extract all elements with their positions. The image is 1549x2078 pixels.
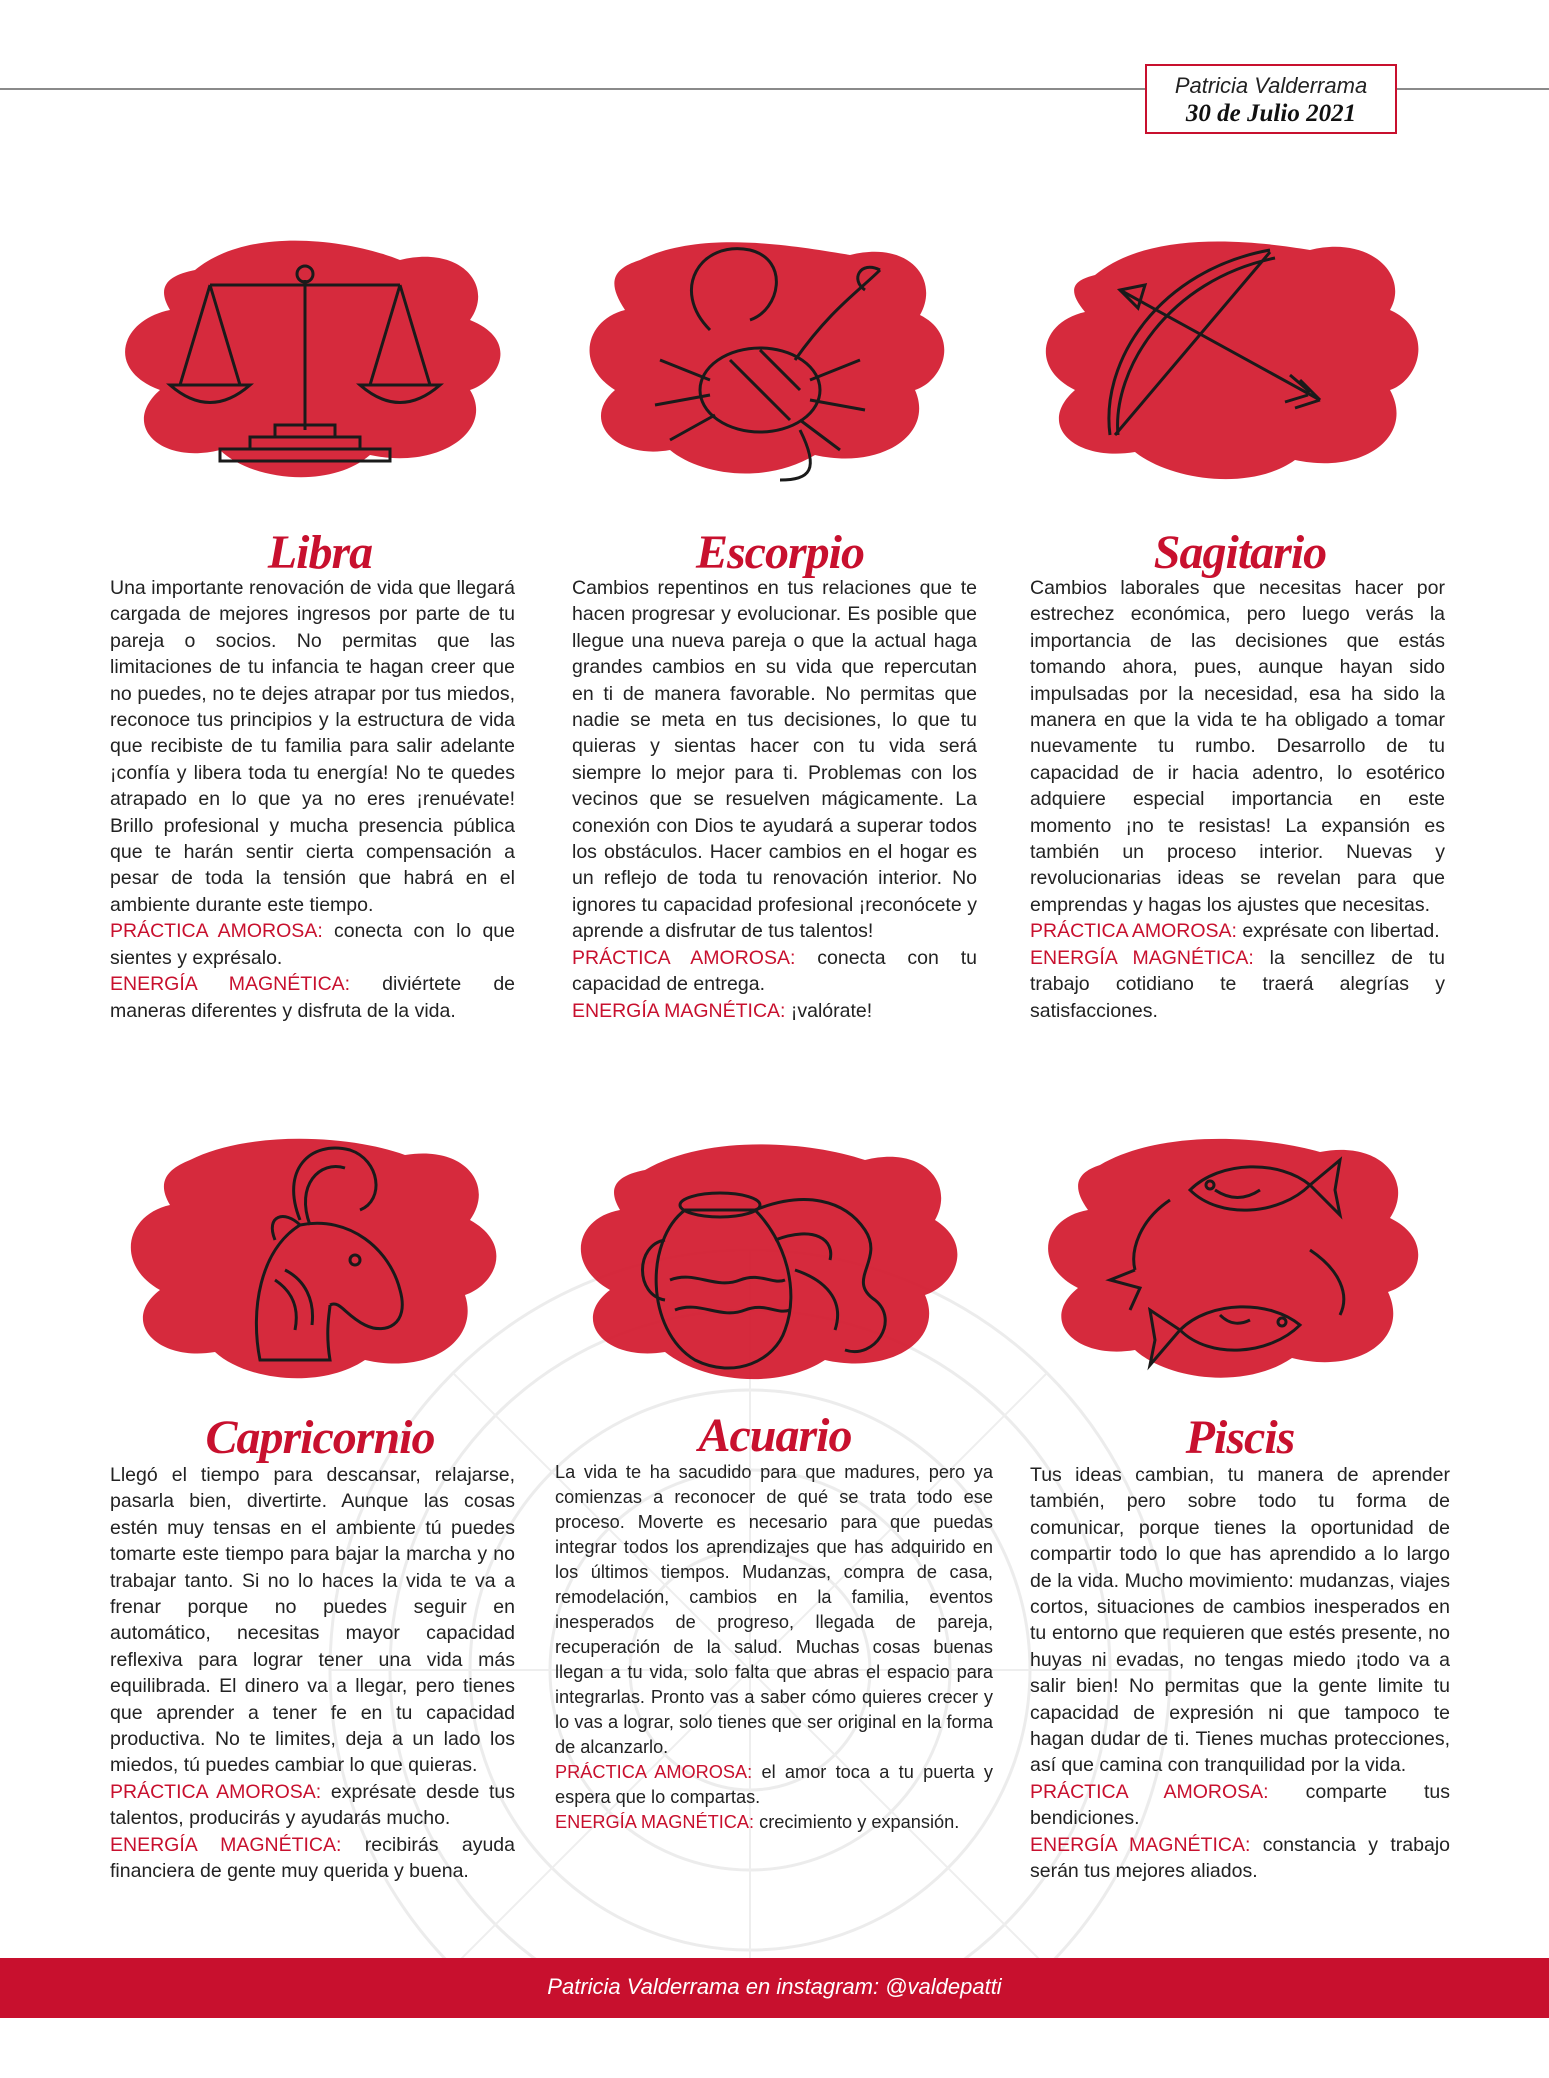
energy-label: ENERGÍA MAGNÉTICA: [555, 1812, 755, 1832]
energy-text: constancia y trabajo serán tus mejores aliados. [1030, 1833, 1450, 1883]
sign-sagitario [1020, 230, 1460, 1060]
byline-box [1145, 64, 1397, 134]
energy-text: diviértete de maneras diferentes y disfruta de la vida. [110, 973, 516, 1022]
energy-label: ENERGÍA MAGNÉTICA: [1030, 946, 1254, 969]
sign-escorpio [560, 230, 1000, 1060]
sign-body [110, 575, 515, 1024]
sign-body [1030, 575, 1445, 1024]
sign-title: Sagitario [1153, 526, 1327, 579]
energy-label: ENERGÍA MAGNÉTICA: [110, 1833, 342, 1856]
sign-body [110, 1462, 515, 1885]
love-practice [555, 1760, 993, 1810]
sign-description: La vida te ha sacudido para que madures, pero ya comienzas a reconocer de qué se trata todo ese proceso. Moverte es necesario para que puedas integrar todos los aprendizajes que has adquirido en los últimos tiempos. Mudanzas, compra de casa, remodelación, cambios en la familia, eventos inesperados de progreso, llegada de pareja, recuperación de la salud. Muchas cosas buenas llegan a tu vida, solo falta que abras el espacio para integrarlas. Pronto vas a saber cómo quieres crecer y lo vas a lograr, solo tienes que ser original en la forma de alcanzarlo. [555, 1462, 993, 1757]
energy-text: crecimiento y expansión. [754, 1812, 960, 1832]
magnetic-energy [1030, 945, 1445, 1024]
sign-piscis [1020, 1130, 1460, 1950]
two-fish-icon [1020, 1130, 1460, 1390]
magnetic-energy [1030, 1832, 1450, 1885]
issue-date: 30 de Julio 2021 [1185, 100, 1357, 127]
sign-title: Capricornio [205, 1411, 435, 1464]
love-practice [1030, 1779, 1450, 1832]
love-text: conecta con tu capacidad de entrega. [572, 946, 977, 996]
love-practice [110, 1779, 515, 1832]
sign-acuario [545, 1130, 1005, 1950]
love-label: PRÁCTICA AMOROSA: [1030, 1780, 1269, 1803]
instagram-credit: Patricia Valderrama en instagram: @valdepatti [547, 1974, 1002, 1999]
sign-body [555, 1460, 993, 1835]
love-label: PRÁCTICA AMOROSA: [110, 920, 323, 943]
magnetic-energy [110, 1832, 515, 1885]
love-label: PRÁCTICA AMOROSA: [110, 1780, 322, 1803]
magnetic-energy [110, 971, 515, 1024]
footer-bar [0, 1958, 1549, 2018]
love-label: PRÁCTICA AMOROSA: [555, 1762, 753, 1782]
sign-title: Acuario [698, 1409, 852, 1462]
goat-icon [100, 1130, 540, 1390]
energy-label: ENERGÍA MAGNÉTICA: [572, 999, 786, 1022]
love-text: conecta con lo que sientes y exprésalo. [110, 920, 515, 969]
sign-description: Cambios laborales que necesitas hacer por estrechez económica, pero luego verás la importancia de las decisiones que estás tomando ahora, pues, aunque hayan sido impulsadas por la necesidad, esa ha sido la manera en que la vida te ha obligado a tomar nuevamente tu rumbo. Desarrollo de tu capacidad de ir hacia adentro, lo esotérico adquiere especial importancia en este momento ¡no te resistas! La expansión es también un proceso interior. Nuevas y revolucionarias ideas se revelan para que emprendas y hagas los ajustes que necesitas. [1030, 577, 1445, 916]
love-practice [572, 945, 977, 998]
energy-text: ¡valórate! [785, 999, 873, 1022]
love-text: exprésate desde tus talentos, producirás y ayudarás mucho. [110, 1780, 515, 1830]
sign-libra [100, 230, 540, 1060]
love-text: exprésate con libertad. [1236, 920, 1440, 943]
sign-title: Escorpio [695, 526, 864, 579]
sign-description: Tus ideas cambian, tu manera de aprender también, pero sobre todo tu forma de comunicar, porque tienes la oportunidad de compartir todo lo que has aprendido a lo largo de la vida. Mucho movimiento: mudanzas, viajes cortos, situaciones de cambios inesperados en tu entorno que requieren que estés presente, no huyas ni evadas, no tengas miedo ¡todo va a salir bien! No permitas que la gente limite tu capacidad de expresión ni que tampoco te hagan dudar de ti. Tienes muchas protecciones, así que camina con tranquilidad por la vida. [1030, 1464, 1450, 1777]
sign-capricornio [100, 1130, 540, 1950]
scorpion-icon [560, 230, 1000, 490]
magnetic-energy [572, 998, 977, 1024]
sign-description: Una importante renovación de vida que llegará cargada de mejores ingresos por parte de tu pareja o socios. No permitas que las limitaciones de tu infancia te hagan creer que no puedes, no te dejes atrapar por tus miedos, reconoce tus principios y la estructura de vida que recibiste de tu familia para salir adelante ¡confía y libera toda tu energía! No te quedes atrapado en lo que ya no eres ¡renuévate! Brillo profesional y mucha presencia pública que te harán sentir cierta compensación a pesar de toda la tensión que habrá en el ambiente durante este tiempo. [110, 577, 515, 916]
love-label: PRÁCTICA AMOROSA: [1030, 920, 1237, 943]
magnetic-energy [555, 1810, 993, 1835]
sign-title: Piscis [1185, 1411, 1295, 1464]
bow-and-arrow-icon [1020, 230, 1460, 490]
sign-body [572, 575, 977, 1024]
energy-text: la sencillez de tu trabajo cotidiano te traerá alegrías y satisfacciones. [1030, 946, 1445, 1022]
energy-label: ENERGÍA MAGNÉTICA: [1030, 1833, 1251, 1856]
libra-scales-icon [100, 230, 540, 490]
love-label: PRÁCTICA AMOROSA: [572, 946, 796, 969]
sign-body [1030, 1462, 1450, 1885]
water-jug-icon [545, 1130, 1005, 1390]
sign-description: Cambios repentinos en tus relaciones que te hacen progresar y evolucionar. Es posible que llegue una nueva pareja o que la actual haga grandes cambios en su vida que repercutan en ti de manera favorable. No permitas que nadie se meta en tus decisiones, lo que tu quieras y sientas hacer con tu vida será siempre lo mejor para ti. Problemas con los vecinos que se resuelven mágicamente. La conexión con Dios te ayudará a superar todos los obstáculos. Hacer cambios en el hogar es un reflejo de toda tu renovación interior. No ignores tu capacidad profesional ¡reconócete y aprende a disfrutar de tus talentos! [572, 577, 977, 943]
energy-label: ENERGÍA MAGNÉTICA: [110, 973, 351, 996]
love-text: comparte tus bendiciones. [1030, 1780, 1450, 1830]
love-text: el amor toca a tu puerta y espera que lo compartas. [555, 1762, 994, 1807]
author-name: Patricia Valderrama [1174, 73, 1368, 98]
sign-description: Llegó el tiempo para descansar, relajarse, pasarla bien, divertirte. Aunque las cosas estén muy tensas en el ambiente tú puedes tomarte este tiempo para bajar la marcha y no trabajar tanto. Si no lo haces la vida te va a frenar porque no puedes seguir en automático, necesitas mayor capacidad reflexiva para lograr tener una vida más equilibrada. El dinero va a llegar, pero tienes que aprender a tener fe en tu capacidad productiva. No te limites, deja a un lado los miedos, tú puedes cambiar lo que quieras. [110, 1464, 515, 1777]
love-practice [1030, 918, 1445, 944]
love-practice [110, 918, 515, 971]
energy-text: recibirás ayuda financiera de gente muy querida y buena. [110, 1833, 516, 1883]
sign-title: Libra [267, 526, 373, 579]
